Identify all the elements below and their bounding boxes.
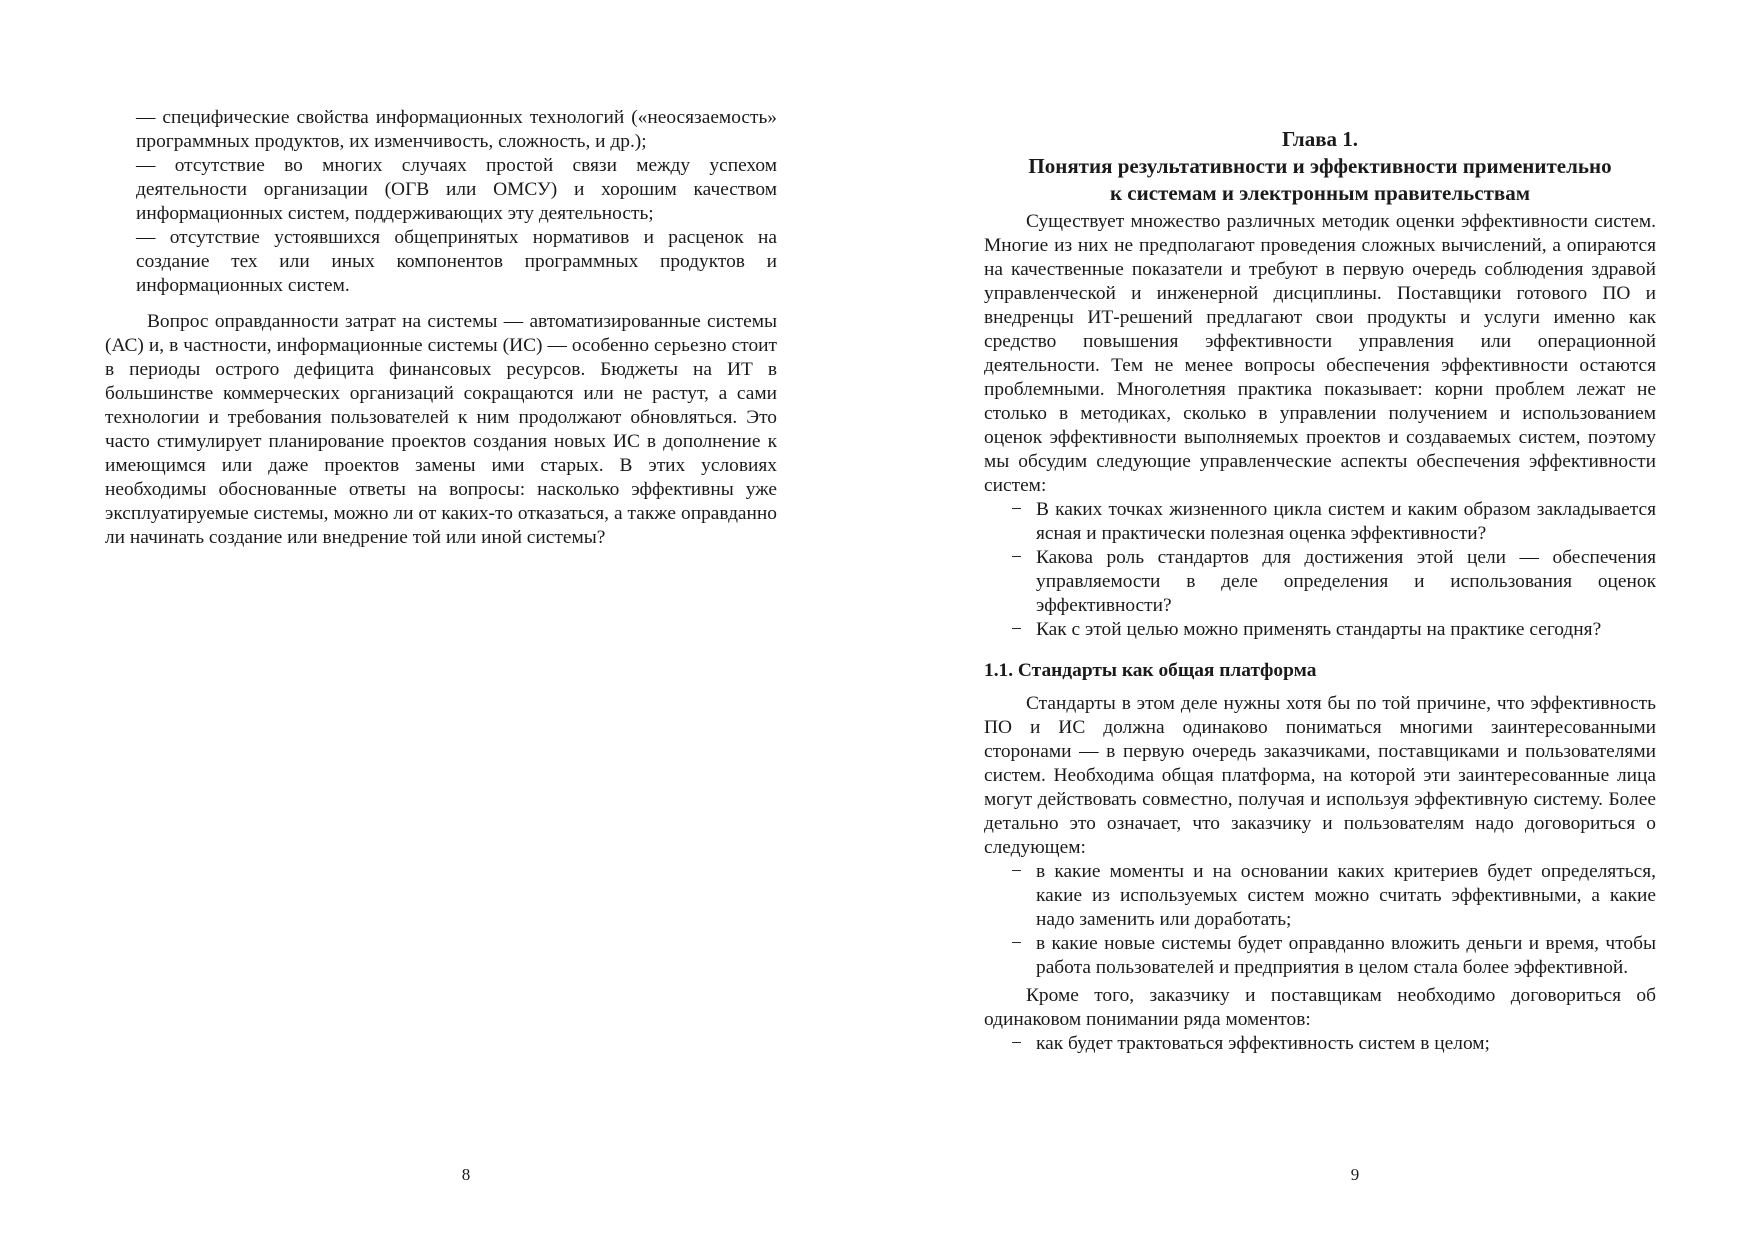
chapter-title-line: к системам и электронным правительствам <box>1109 181 1531 205</box>
right-page-text <box>984 126 1656 1056</box>
section-heading: 1.1. Стандарты как общая платформа <box>984 660 1317 681</box>
body-paragraph: Стандарты в этом деле нужны хотя бы по той причине, что эффективность ПО и ИС должна одинаково пониматься многими заинтересованными сторонами — в первую очередь заказчиками, поставщиками и пользователями систем. Необходима общая платформа, на которой эти заинтересованные лица могут действовать совместно, получая и используя эффективную систему. Более детально это означает, что заказчику и пользователям надо договориться о следующем: <box>984 693 1656 858</box>
right-page <box>877 0 1755 1240</box>
chapter-title-line: Понятия результативности и эффективности применительно <box>1028 154 1612 178</box>
bullet-mark: − <box>1011 933 1022 954</box>
left-page <box>0 0 877 1240</box>
agreement-list <box>984 860 1656 980</box>
page-number: 8 <box>461 1165 471 1184</box>
bullet-mark: − <box>1011 499 1022 520</box>
dash-item: — специфические свойства информационных технологий («неосязаемость» программных продуктов, их изменчивость, сложность, и др.); <box>136 107 777 152</box>
final-list <box>984 1032 1656 1056</box>
dash-item: — отсутствие устоявшихся общепринятых нормативов и расценок на создание тех или иных компонентов программных продуктов и информационных систем. <box>136 227 777 296</box>
list-item <box>984 618 1656 642</box>
question-list <box>984 498 1656 642</box>
left-page-text <box>105 106 777 550</box>
bullet-mark: − <box>1011 547 1022 568</box>
list-item-text: в какие новые системы будет оправданно вложить деньги и время, чтобы работа пользователей и предприятия в целом стала более эффективной. <box>1036 933 1656 978</box>
list-item-text: в какие моменты и на основании каких критериев будет определяться, какие из используемых систем можно считать эффективными, а какие надо заменить или доработать; <box>1036 861 1656 930</box>
list-item-text: Как с этой целью можно применять стандарты на практике сегодня? <box>1036 619 1602 640</box>
chapter-heading <box>984 126 1656 207</box>
bullet-mark: − <box>1011 861 1022 882</box>
dash-item: — отсутствие во многих случаях простой связи между успехом деятельности организации (ОГВ или ОМСУ) и хорошим качеством информационных систем, поддерживающих эту деятельность; <box>136 155 777 224</box>
body-paragraph: Вопрос оправданности затрат на системы — автоматизированные системы (АС) и, в частности, информационные системы (ИС) — особенно серьезно стоит в периоды острого дефицита финансовых ресурсов. Бюджеты на ИТ в большинстве коммерческих организаций сокращаются или не растут, а сами технологии и требования пользователей к ним продолжают обновляться. Это часто стимулирует планирование проектов создания новых ИС в дополнение к имеющимся или даже проектов замены ими старых. В этих условиях необходимы обоснованные ответы на вопросы: насколько эффективны уже эксплуатируемые системы, можно ли от каких-то отказаться, а также оправданно ли начинать создание или внедрение той или иной системы? <box>105 311 777 548</box>
list-item <box>984 546 1656 618</box>
chapter-label: Глава 1. <box>1281 127 1359 151</box>
list-item <box>984 932 1656 980</box>
body-paragraph: Существует множество различных методик оценки эффективности систем. Многие из них не предполагают проведения сложных вычислений, а опираются на качественные показатели и требуют в первую очередь соблюдения здравой управленческой и инженерной дисциплины. Поставщики готового ПО и внедренцы ИТ-решений предлагают свои продукты и услуги именно как средство повышения эффективности управления или операционной деятельности. Тем не менее вопросы обеспечения эффективности остаются проблемными. Многолетняя практика показывает: корни проблем лежат не столько в методиках, сколько в управлении получением и использованием оценок эффективности выполняемых проектов и создаваемых систем, поэтому мы обсудим следующие управленческие аспекты обеспечения эффективности систем: <box>984 211 1656 496</box>
bullet-mark: − <box>1011 1033 1022 1054</box>
page-number: 9 <box>1350 1165 1360 1184</box>
body-paragraph: Кроме того, заказчику и поставщикам необходимо договориться об одинаковом понимании ряда моментов: <box>984 985 1656 1030</box>
bullet-mark: − <box>1011 619 1022 640</box>
list-item <box>984 860 1656 932</box>
list-item-text: Какова роль стандартов для достижения этой цели — обеспечения управляемости в деле определения и использования оценок эффективности? <box>1036 547 1656 616</box>
list-item <box>984 498 1656 546</box>
list-item-text: как будет трактоваться эффективность систем в целом; <box>1036 1033 1490 1054</box>
list-item-text: В каких точках жизненного цикла систем и каким образом закладывается ясная и практически полезная оценка эффективности? <box>1036 499 1656 544</box>
list-item <box>984 1032 1656 1056</box>
